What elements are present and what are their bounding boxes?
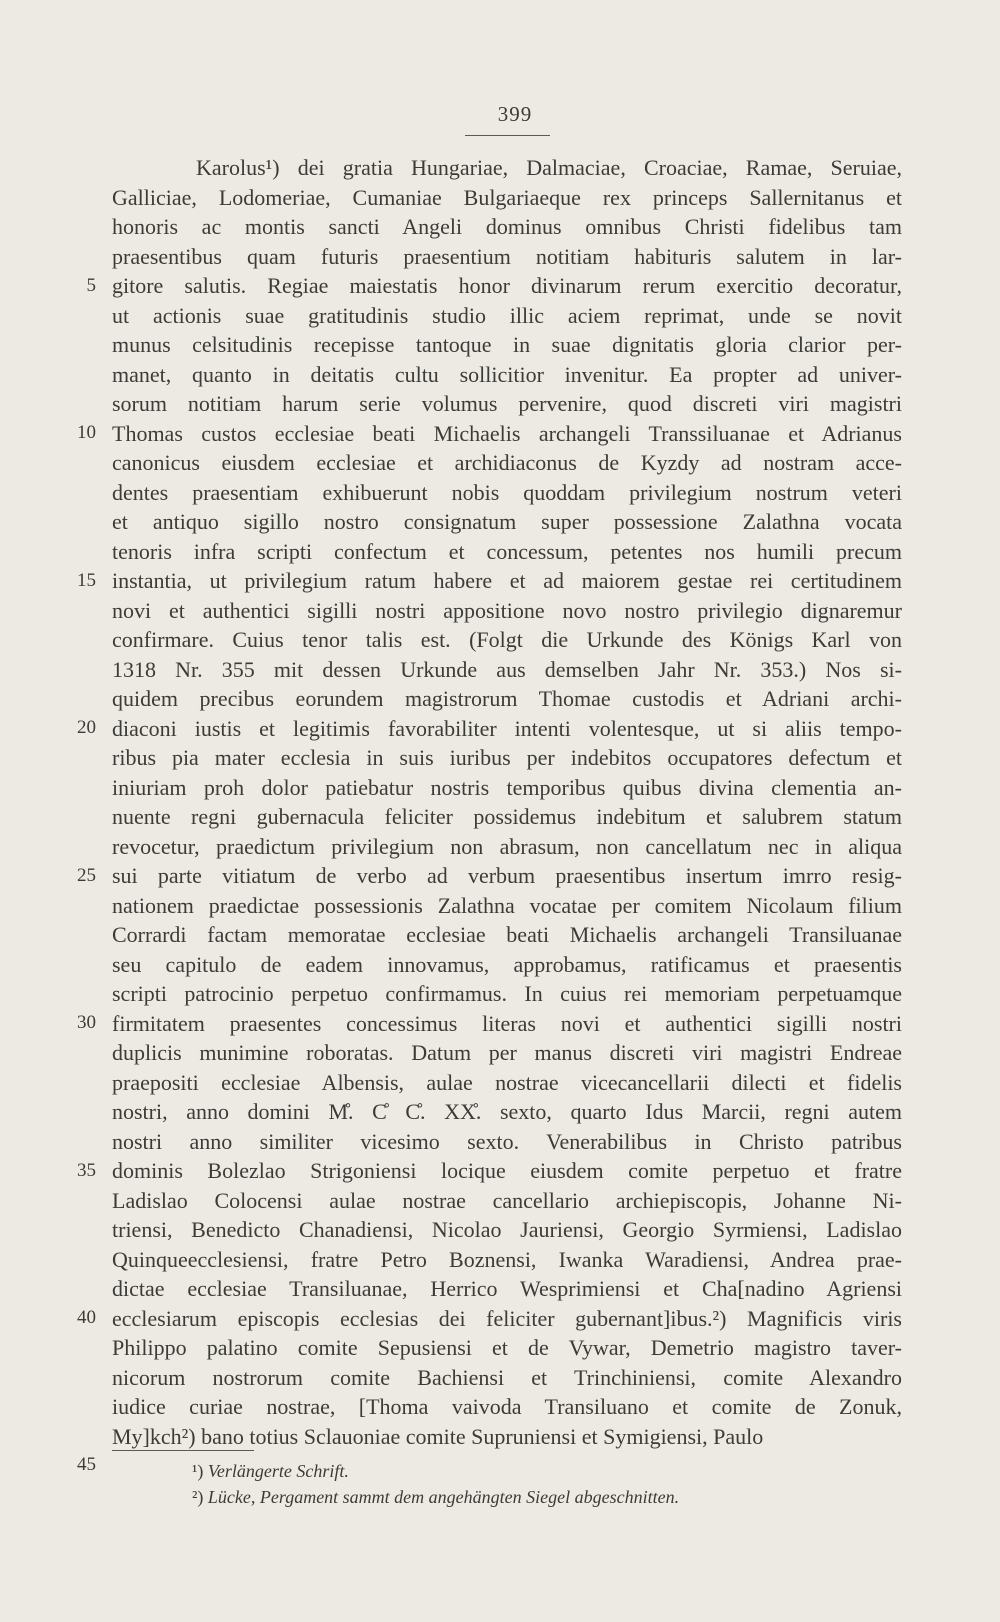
text-line: nicorum nostrorum comite Bachiensi et Trinchiniensi, comite Alexandro: [112, 1364, 902, 1390]
page-number: 399: [497, 102, 533, 126]
text-line: seu capitulo de eadem innovamus, approbamus, ratificamus et praesentis: [112, 951, 902, 977]
text-line: novi et authentici sigilli nostri appositione novo nostro privilegio dignaremur: [112, 597, 902, 623]
text-line: sui parte vitiatum de verbo ad verbum praesentibus insertum imrro resig-: [112, 863, 902, 888]
footnote-2: [112, 1484, 902, 1510]
text-line: confirmare. Cuius tenor talis est. (Folgt die Urkunde des Königs Karl von: [112, 627, 902, 652]
text-line: dictae ecclesiae Transiluanae, Herrico Wesprimiensi et Cha[nadino Agriensi: [112, 1276, 902, 1301]
line-number: 45: [77, 1454, 96, 1475]
text-line: revocetur, praedictum privilegium non abrasum, non cancellatum nec in aliqua: [112, 833, 902, 859]
text-line: gitore salutis. Regiae maiestatis honor divinarum rerum exercitio decoratur,: [112, 273, 902, 298]
text-line: praesentibus quam futuris praesentium notitiam habituris salutem in lar-: [112, 243, 902, 269]
text-line: Galliciae, Lodomeriae, Cumaniae Bulgariaeque rex princeps Sallernitanus et: [112, 184, 902, 210]
text-line: manet, quanto in deitatis cultu sollicitior invenitur. Ea propter ad univer-: [112, 361, 902, 387]
text-line: tenoris infra scripti confectum et concessum, petentes nos humili precum: [112, 538, 902, 564]
text-line: canonicus eiusdem ecclesiae et archidiaconus de Kyzdy ad nostram acce-: [112, 450, 902, 475]
text-line: nuente regni gubernacula feliciter possidemus indebitum et salubrem statum: [112, 804, 902, 829]
line-number: 10: [77, 422, 96, 443]
text-line: instantia, ut privilegium ratum habere et ad maiorem gestae rei certitudinem: [112, 568, 902, 593]
text-line: ecclesiarum episcopis ecclesias dei feliciter gubernant]ibus.²) Magnificis viris: [112, 1305, 902, 1331]
text-line: ribus pia mater ecclesia in suis iuribus per indebitos occupatores defectum et: [112, 745, 902, 770]
text-line: Philippo palatino comite Sepusiensi et de Vywar, Demetrio magistro taver-: [112, 1335, 902, 1360]
text-line: Ladislao Colocensi aulae nostrae cancellario archiepiscopis, Johanne Ni-: [112, 1187, 902, 1213]
text-line: sorum notitiam harum serie volumus pervenire, quod discreti viri magistri: [112, 391, 902, 416]
text-line: nationem praedictae possessionis Zalathna vocatae per comitem Nicolaum filium: [112, 892, 902, 918]
text-line: diaconi iustis et legitimis favorabiliter intenti volentesque, ut si aliis tempo-: [112, 715, 902, 741]
footnote-marker: ¹): [192, 1461, 204, 1481]
text-line: Corrardi factam memoratae ecclesiae beati Michaelis archangeli Transiluanae: [112, 922, 902, 947]
line-number: 5: [86, 275, 96, 296]
text-line: firmitatem praesentes concessimus literas novi et authentici sigilli nostri: [112, 1010, 902, 1036]
text-line: honoris ac montis sancti Angeli dominus omnibus Christi fidelibus tam: [112, 214, 902, 239]
text-line: ut actionis suae gratitudinis studio illic aciem reprimat, unde se novit: [112, 302, 902, 328]
text-line: quidem precibus eorundem magistrorum Thomae custodis et Adriani archi-: [112, 686, 902, 711]
line-number: 15: [77, 570, 96, 591]
page-number-rule: [465, 135, 550, 136]
footnote-1: [112, 1458, 902, 1484]
text-line: Thomas custos ecclesiae beati Michaelis archangeli Transsiluanae et Adrianus: [112, 420, 902, 446]
footnote-text: Lücke, Pergament sammt dem angehängten Siegel abgeschnitten.: [207, 1487, 680, 1507]
text-line: iudice curiae nostrae, [Thoma vaivoda Transiluano et comite de Zonuk,: [112, 1394, 902, 1419]
text-line: dominis Bolezlao Strigoniensi locique eiusdem comite perpetuo et fratre: [112, 1158, 902, 1183]
footnote-text: Verlängerte Schrift.: [207, 1461, 349, 1481]
line-number: 25: [77, 865, 96, 886]
footnotes: [112, 1458, 902, 1510]
line-number: 40: [77, 1307, 96, 1328]
text-line: iniuriam proh dolor patiebatur nostris temporibus quibus divina clementia an-: [112, 774, 902, 800]
line-number: 20: [77, 717, 96, 738]
text-line: Quinqueecclesiensi, fratre Petro Boznensi, Iwanka Waradiensi, Andrea prae-: [112, 1246, 902, 1272]
footnote-marker: ²): [192, 1487, 204, 1507]
text-line: My]kch²) bano totius Sclauoniae comite Supruniensi et Symigiensi, Paulo: [112, 1423, 764, 1449]
text-line: praepositi ecclesiae Albensis, aulae nostrae vicecancellarii dilecti et fidelis: [112, 1069, 902, 1095]
line-number: 35: [77, 1160, 96, 1181]
text-line: et antiquo sigillo nostro consignatum super possessione Zalathna vocata: [112, 509, 902, 534]
text-line: nostri, anno domini M̊. C̊ C̊. XX̊. sexto, quarto Idus Marcii, regni autem: [112, 1099, 902, 1124]
text-line: Karolus¹) dei gratia Hungariae, Dalmaciae, Croaciae, Ramae, Seruiae,: [196, 155, 902, 180]
text-line: munus celsitudinis recepisse tantoque in suae dignitatis gloria clarior per-: [112, 332, 902, 357]
footnote-divider: [112, 1450, 254, 1451]
text-line: nostri anno similiter vicesimo sexto. Venerabilibus in Christo patribus: [112, 1128, 902, 1154]
document-body: [112, 153, 902, 1451]
text-line: triensi, Benedicto Chanadiensi, Nicolao Jauriensi, Georgio Syrmiensi, Ladislao: [112, 1217, 902, 1242]
text-line: scripti patrocinio perpetuo confirmamus. In cuius rei memoriam perpetuamque: [112, 981, 902, 1006]
text-line: duplicis munimine roboratas. Datum per manus discreti viri magistri Endreae: [112, 1040, 902, 1065]
text-line: 1318 Nr. 355 mit dessen Urkunde aus demselben Jahr Nr. 353.) Nos si-: [112, 656, 902, 682]
line-number: 30: [77, 1012, 96, 1033]
text-line: dentes praesentiam exhibuerunt nobis quoddam privilegium nostrum veteri: [112, 479, 902, 505]
